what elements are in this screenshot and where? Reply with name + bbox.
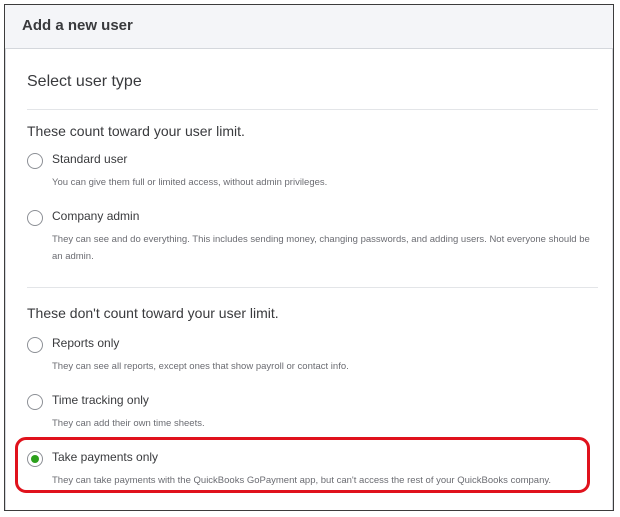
option-description: They can take payments with the QuickBooks GoPayment app, but can't access the rest of your QuickBooks company. [52,475,552,486]
section-title-no-count: These don't count toward your user limit. [27,305,279,321]
section-title-count: These count toward your user limit. [27,123,245,139]
dialog-header [5,5,613,49]
option-label: Take payments only [52,450,159,464]
option-description: They can see and do everything. This includes sending money, changing passwords, and adding users. Not everyone should be an admin. [52,234,590,262]
divider [27,109,598,110]
dialog-title: Add a new user [22,17,133,34]
radio-reports-only[interactable] [27,337,43,353]
option-label: Time tracking only [52,393,149,407]
add-user-dialog [4,4,614,511]
radio-company-admin[interactable] [27,210,43,226]
radio-time-tracking-only[interactable] [27,394,43,410]
option-description: They can see all reports, except ones that show payroll or contact info. [52,361,349,372]
option-label: Standard user [52,152,128,166]
option-description: They can add their own time sheets. [52,418,205,429]
dialog-body [5,49,613,510]
select-user-type-heading: Select user type [27,73,142,90]
radio-standard-user[interactable] [27,153,43,169]
option-label: Reports only [52,336,120,350]
option-description: You can give them full or limited access, without admin privileges. [52,177,328,188]
option-label: Company admin [52,209,140,223]
divider [27,287,598,288]
radio-take-payments-only[interactable] [27,451,43,467]
